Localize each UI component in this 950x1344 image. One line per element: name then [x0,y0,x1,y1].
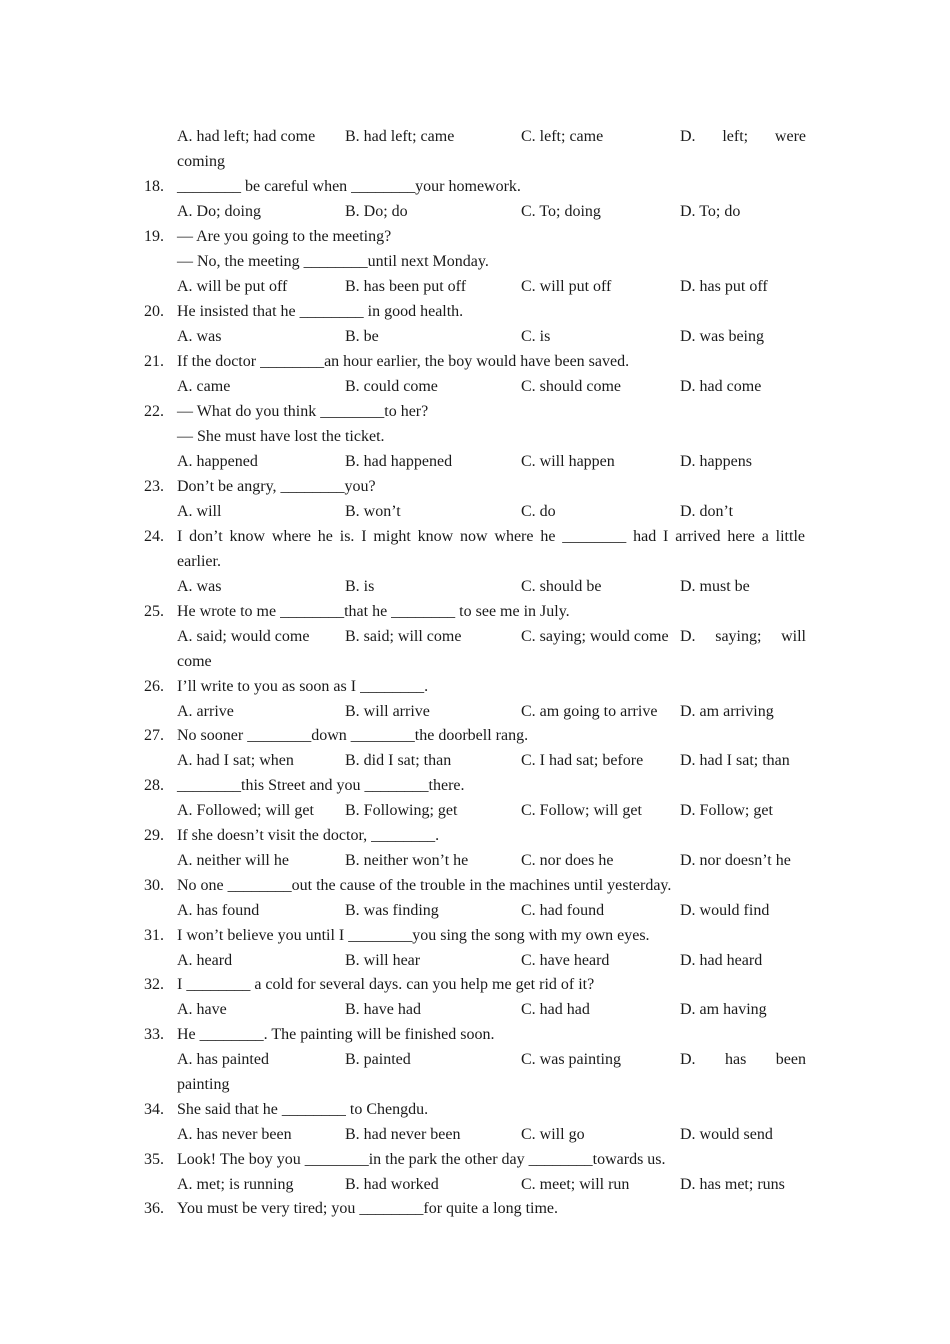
question-stem: He ________. The painting will be finished soon. [177,1026,495,1043]
option-b: B. Following; get [345,802,458,819]
option-b: B. have had [345,1001,421,1018]
option-d: D. has met; runs [680,1176,785,1193]
question-number: 31. [144,927,164,944]
option-c: C. should be [521,578,602,595]
option-b: B. has been put off [345,278,467,295]
question-number: 21. [144,353,164,370]
option-c: C. is [521,328,551,345]
option-a: A. had I sat; when [177,752,294,769]
option-d: D. Follow; get [680,802,773,819]
option-d: D. left; were [680,128,806,145]
option-a: A. will [177,503,222,520]
option-c: C. left; came [521,128,604,145]
question-number: 36. [144,1200,164,1217]
option-a: A. have [177,1001,227,1018]
option-c: C. am going to arrive [521,703,658,720]
question-stem-continued: — She must have lost the ticket. [177,428,385,445]
question-stem: He insisted that he ________ in good health. [177,303,464,320]
option-c: C. Follow; will get [521,802,642,819]
question-number: 19. [144,228,164,245]
option-c: C. saying; would come [521,628,669,645]
option-a: A. Followed; will get [177,802,314,819]
option-a: A. happened [177,453,258,470]
option-c: C. have heard [521,952,610,969]
option-a: A. has found [177,902,260,919]
question-stem: If she doesn’t visit the doctor, ________. [177,827,440,844]
question-stem: Look! The boy you ________in the park the other day ________towards us. [177,1151,666,1168]
option-d: D. happens [680,453,752,470]
option-d: D. don’t [680,503,734,520]
question-number: 35. [144,1151,164,1168]
option-a: A. arrive [177,703,234,720]
question-stem: You must be very tired; you ________for quite a long time. [177,1200,558,1217]
option-d: D. am arriving [680,703,774,720]
option-a: A. has never been [177,1126,292,1143]
question-stem: She said that he ________ to Chengdu. [177,1101,429,1118]
question-number: 29. [144,827,164,844]
option-d: D. has put off [680,278,768,295]
option-d-continued: coming [177,153,225,170]
question-stem: I won’t believe you until I ________you sing the song with my own eyes. [177,927,650,944]
question-stem: I don’t know where he is. I might know now where he ________ had I arrived here a little [177,528,805,545]
question-stem-continued: — No, the meeting ________until next Monday. [177,253,489,270]
option-b: B. had happened [345,453,453,470]
option-d: D. had come [680,378,762,395]
question-stem-continued: earlier. [177,553,221,570]
question-number: 25. [144,603,164,620]
option-b: B. won’t [345,503,401,520]
option-b: B. had left; came [345,128,455,145]
question-number: 23. [144,478,164,495]
option-b: B. neither won’t he [345,852,469,869]
question-number: 34. [144,1101,164,1118]
option-c: C. nor does he [521,852,614,869]
option-a: A. neither will he [177,852,289,869]
option-d: D. has been [680,1051,806,1068]
option-b: B. had worked [345,1176,439,1193]
question-number: 30. [144,877,164,894]
option-c: C. will put off [521,278,612,295]
option-d: D. had heard [680,952,763,969]
question-number: 27. [144,727,164,744]
question-stem: ________ be careful when ________your homework. [177,178,521,195]
option-a: A. Do; doing [177,203,261,220]
option-d: D. must be [680,578,750,595]
question-number: 24. [144,528,164,545]
option-c: C. I had sat; before [521,752,644,769]
option-a: A. was [177,578,222,595]
question-stem: — What do you think ________to her? [177,403,429,420]
option-a: A. came [177,378,231,395]
option-b: B. Do; do [345,203,408,220]
option-d: D. saying; will [680,628,806,645]
question-number: 22. [144,403,164,420]
option-a: A. will be put off [177,278,288,295]
question-stem: ________this Street and you ________there. [177,777,465,794]
question-number: 33. [144,1026,164,1043]
question-number: 26. [144,678,164,695]
option-c: C. was painting [521,1051,621,1068]
option-c: C. do [521,503,556,520]
question-stem: No sooner ________down ________the doorbell rang. [177,727,529,744]
option-d: D. would send [680,1126,773,1143]
question-stem: No one ________out the cause of the trouble in the machines until yesterday. [177,877,672,894]
option-b: B. said; will come [345,628,462,645]
option-b: B. will hear [345,952,421,969]
option-d: D. am having [680,1001,767,1018]
question-stem: He wrote to me ________that he ________ to see me in July. [177,603,570,620]
option-b: B. painted [345,1051,411,1068]
option-a: A. had left; had come [177,128,316,145]
option-a: A. said; would come [177,628,310,645]
question-stem: I’ll write to you as soon as I ________. [177,678,429,695]
question-stem: — Are you going to the meeting? [177,228,392,245]
question-number: 32. [144,976,164,993]
option-c: C. had had [521,1001,590,1018]
option-c: C. should come [521,378,621,395]
option-c: C. had found [521,902,605,919]
option-a: A. heard [177,952,233,969]
option-d: D. was being [680,328,764,345]
option-d: D. would find [680,902,770,919]
option-a: A. was [177,328,222,345]
question-number: 18. [144,178,164,195]
option-c: C. To; doing [521,203,601,220]
option-b: B. was finding [345,902,439,919]
option-a: A. has painted [177,1051,269,1068]
option-c: C. meet; will run [521,1176,630,1193]
option-a: A. met; is running [177,1176,294,1193]
option-b: B. will arrive [345,703,430,720]
option-b: B. did I sat; than [345,752,452,769]
option-d-continued: come [177,653,212,670]
option-c: C. will happen [521,453,615,470]
option-d-continued: painting [177,1076,230,1093]
option-d: D. had I sat; than [680,752,790,769]
question-stem: I ________ a cold for several days. can you help me get rid of it? [177,976,595,993]
option-b: B. be [345,328,379,345]
option-c: C. will go [521,1126,585,1143]
option-d: D. To; do [680,203,741,220]
option-d: D. nor doesn’t he [680,852,791,869]
option-b: B. had never been [345,1126,461,1143]
question-stem: If the doctor ________an hour earlier, the boy would have been saved. [177,353,630,370]
question-stem: Don’t be angry, ________you? [177,478,376,495]
option-b: B. could come [345,378,438,395]
option-b: B. is [345,578,375,595]
question-number: 20. [144,303,164,320]
question-number: 28. [144,777,164,794]
